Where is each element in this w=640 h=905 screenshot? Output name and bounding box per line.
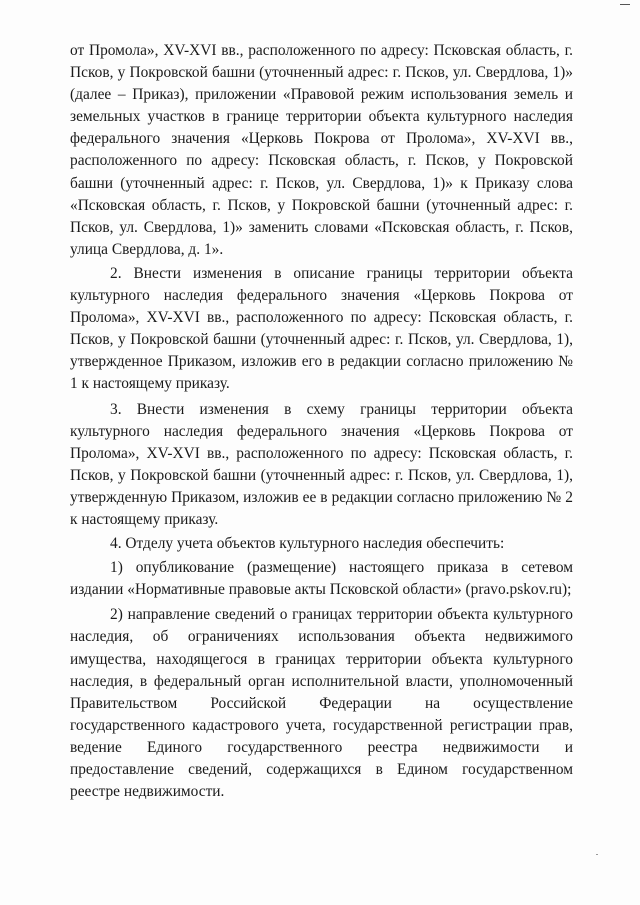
- paragraph-subitem-2: 2) направление сведений о границах территории объекта культурного наследия, об ограничениях использования объекта недвижимого имущества, находящегося в границах территории объекта культурного наследия, в федеральный орган исполнительной власти, уполномоченный Правительством Российской Федерации на осуществление государственного кадастрового учета, государственной регистрации прав, ведение Единого государственного реестра недвижимости и предоставление сведений, содержащихся в Едином государственном реестре недвижимости.: [70, 606, 573, 801]
- paragraph-item-4: 4. Отделу учета объектов культурного наследия обеспечить:: [110, 535, 505, 553]
- scan-mark: [620, 4, 630, 5]
- document-body: [70, 40, 573, 805]
- paragraph-subitem-1: 1) опубликование (размещение) настоящего приказа в сетевом издании «Нормативные правовые акты Псковской области» (pravo.pskov.ru);: [70, 559, 573, 599]
- paragraph-item-2: 2. Внести изменения в описание границы территории объекта культурного наследия федерального значения «Церковь Покрова от Пролома», XV-XVI вв., расположенного по адресу: Псковская область, г. Псков, у Покровской башни (уточненный адрес: г. Псков, ул. Свердлова, 1), утвержденное Приказом, изложив его в редакции согласно приложению № 1 к настоящему приказу.: [70, 264, 573, 393]
- paragraph-item-3: 3. Внести изменения в схему границы территории объекта культурного наследия федерального значения «Церковь Покрова от Пролома», XV-XVI вв., расположенного по адресу: Псковская область, г. Псков, у Покровской башни (уточненный адрес: г. Псков, ул. Свердлова, 1), утвержденную Приказом, изложив ее в редакции согласно приложению № 2 к настоящему приказу.: [70, 400, 573, 528]
- paragraph-continuation: от Промола», XV-XVI вв., расположенного по адресу: Псковская область, г. Псков, у Покровской башни (уточненный адрес: г. Псков, ул. Свердлова, 1)» (далее – Приказ), приложении «Правовой режим использования земель и земельных участков в границе территории объекта культурного наследия федерального значения «Церковь Покрова от Пролома», XV-XVI вв., расположенного по адресу: Псковская область, г. Псков, у Покровской башни (уточненный адрес: г. Псков, ул. Свердлова, 1)» к Приказу слова «Псковская область, г. Псков, у Покровской башни (уточненный адрес: г. Псков, ул. Свердлова, 1)» заменить словами «Псковская область, г. Псков, улица Свердлова, д. 1».: [70, 42, 573, 258]
- scan-speck: [596, 854, 598, 855]
